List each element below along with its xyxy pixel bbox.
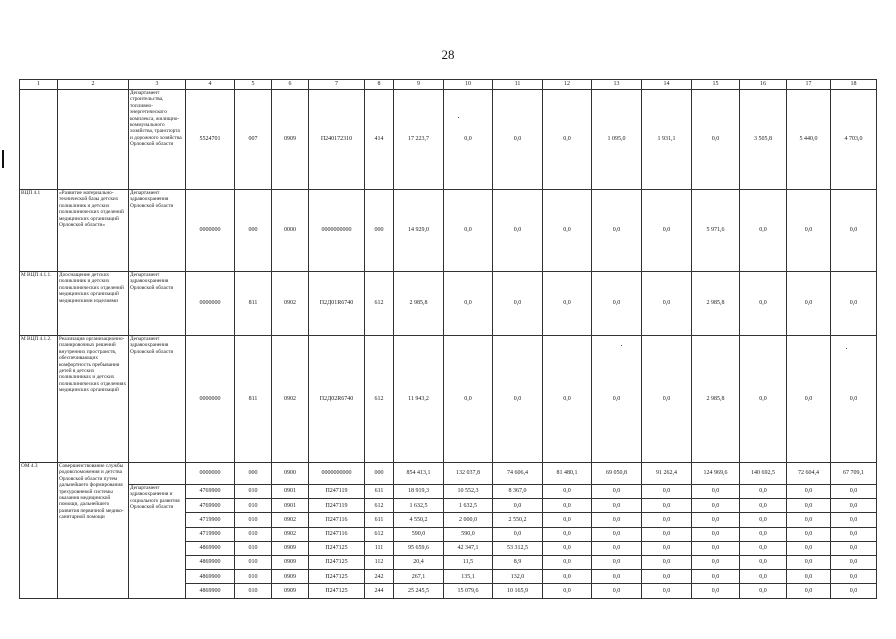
value-cell: 0,0 (831, 570, 877, 584)
value-cell: 0,0 (740, 570, 787, 584)
value-cell: 95 659,6 (394, 541, 444, 555)
value-cell: 2 985,8 (692, 336, 740, 463)
value-cell: 0,0 (642, 190, 692, 272)
value-cell: 140 692,5 (740, 463, 787, 485)
value-cell: 0,0 (787, 513, 831, 527)
value-cell: 69 050,8 (592, 463, 642, 485)
value-cell: 4869900 (186, 584, 235, 598)
value-cell: 0,0 (740, 485, 787, 499)
value-cell: 000 (365, 190, 394, 272)
value-cell: 0,0 (493, 527, 543, 541)
row-executor-cell: Департамент строительства, топливно-энергетического комплекса, жилищно-коммунального хозяйства, транспорта и дорожного хозяйства Орловской области (129, 90, 186, 190)
value-cell: 612 (365, 272, 394, 336)
value-cell: 0909 (272, 555, 309, 569)
row-executor-cell: Департамент здравоохранения Орловской области (129, 272, 186, 336)
value-cell: 0,0 (831, 272, 877, 336)
value-cell: 4769900 (186, 485, 235, 499)
value-cell: 0,0 (740, 272, 787, 336)
binding-mark (2, 150, 4, 168)
value-cell: 0,0 (787, 485, 831, 499)
value-cell: 67 709,1 (831, 463, 877, 485)
column-header: 14 (642, 80, 692, 90)
value-cell: 0909 (272, 584, 309, 598)
value-cell: 0,0 (787, 555, 831, 569)
value-cell: 0,0 (740, 541, 787, 555)
value-cell: 007 (235, 90, 272, 190)
value-cell: 0902 (272, 336, 309, 463)
value-cell: П247125 (309, 570, 365, 584)
column-header: 7 (309, 80, 365, 90)
table-row (20, 463, 877, 485)
value-cell: 4719900 (186, 513, 235, 527)
value-cell: 0900 (272, 463, 309, 485)
value-cell: 0,0 (543, 570, 592, 584)
column-header: 11 (493, 80, 543, 90)
value-cell: 0,0 (831, 584, 877, 598)
row-title-cell (58, 90, 129, 190)
value-cell: 17 223,7 (394, 90, 444, 190)
table-row (20, 190, 877, 272)
value-cell: 0,0 (740, 499, 787, 513)
row-code-cell: ОМ 4.3 (20, 463, 58, 599)
value-cell: 242 (365, 570, 394, 584)
value-cell: 135,1 (444, 570, 493, 584)
value-cell: 0,0 (592, 513, 642, 527)
value-cell: П247125 (309, 555, 365, 569)
value-cell: 0,0 (831, 527, 877, 541)
column-header: 4 (186, 80, 235, 90)
value-cell: 0,0 (592, 527, 642, 541)
value-cell: 0,0 (543, 485, 592, 499)
value-cell: П247116 (309, 513, 365, 527)
column-header: 15 (692, 80, 740, 90)
value-cell: 0,0 (592, 485, 642, 499)
value-cell: 0,0 (787, 527, 831, 541)
value-cell: П2Д01R6740 (309, 272, 365, 336)
value-cell: 811 (235, 272, 272, 336)
value-cell: 0,0 (740, 513, 787, 527)
value-cell: 4 550,2 (394, 513, 444, 527)
value-cell: 0,0 (642, 485, 692, 499)
value-cell: 1 095,0 (592, 90, 642, 190)
value-cell: 72 604,4 (787, 463, 831, 485)
value-cell: 8,9 (493, 555, 543, 569)
value-cell: 611 (365, 485, 394, 499)
value-cell: 0902 (272, 513, 309, 527)
value-cell: 0,0 (692, 584, 740, 598)
value-cell: 4719900 (186, 527, 235, 541)
row-executor-cell: Департамент здравоохранения Орловской области (129, 190, 186, 272)
value-cell: П240172310 (309, 90, 365, 190)
value-cell: 000 (365, 463, 394, 485)
value-cell: 0902 (272, 527, 309, 541)
column-header: 9 (394, 80, 444, 90)
row-title-cell: Дооснащение детских поликлиник и детских поликлинических отделений медицинских организаций медицинскими изделиями (58, 272, 129, 336)
value-cell: 1 632,5 (444, 499, 493, 513)
column-header: 16 (740, 80, 787, 90)
value-cell: 0,0 (642, 570, 692, 584)
value-cell: 0,0 (692, 541, 740, 555)
value-cell: 0,0 (642, 513, 692, 527)
value-cell: 11,5 (444, 555, 493, 569)
value-cell: 0909 (272, 90, 309, 190)
row-title-cell: Реализация организационно-планировочных решений внутренних пространств, обеспечивающих комфортность пребывания детей в детских поликлиниках и детских поликлинических отделениях медицинских организаций (58, 336, 129, 463)
value-cell: 0,0 (543, 90, 592, 190)
column-header: 17 (787, 80, 831, 90)
value-cell: 010 (235, 555, 272, 569)
value-cell: 811 (235, 336, 272, 463)
value-cell: 0,0 (493, 90, 543, 190)
value-cell: 0,0 (592, 499, 642, 513)
value-cell: 111 (365, 541, 394, 555)
value-cell: 0,0 (787, 272, 831, 336)
value-cell: 0909 (272, 541, 309, 555)
value-cell: 590,0 (444, 527, 493, 541)
value-cell: 0,0 (642, 555, 692, 569)
value-cell: 0,0 (642, 541, 692, 555)
value-cell: 5524701 (186, 90, 235, 190)
value-cell: 0,0 (444, 90, 493, 190)
header-row (20, 80, 877, 90)
value-cell: 0,0 (444, 190, 493, 272)
value-cell: 8 367,0 (493, 485, 543, 499)
value-cell: 0,0 (493, 190, 543, 272)
value-cell: 0,0 (787, 541, 831, 555)
value-cell: 0,0 (831, 555, 877, 569)
value-cell: 0,0 (831, 190, 877, 272)
value-cell: 010 (235, 527, 272, 541)
value-cell: 74 606,4 (493, 463, 543, 485)
value-cell: 14 929,0 (394, 190, 444, 272)
value-cell: 4869900 (186, 570, 235, 584)
value-cell: П2Д02R6740 (309, 336, 365, 463)
value-cell: 0901 (272, 485, 309, 499)
table-row (20, 485, 877, 499)
value-cell: 0,0 (787, 336, 831, 463)
value-cell: 0,0 (543, 584, 592, 598)
value-cell: 414 (365, 90, 394, 190)
value-cell: 1 632,5 (394, 499, 444, 513)
value-cell: 0,0 (787, 190, 831, 272)
value-cell: 0000000000 (309, 463, 365, 485)
value-cell: 612 (365, 527, 394, 541)
value-cell: 0,0 (592, 272, 642, 336)
value-cell: 0,0 (543, 499, 592, 513)
value-cell: 0,0 (740, 190, 787, 272)
value-cell: 0,0 (543, 190, 592, 272)
value-cell: 0,0 (692, 527, 740, 541)
value-cell: 612 (365, 499, 394, 513)
value-cell: 0,0 (831, 485, 877, 499)
value-cell: П247125 (309, 584, 365, 598)
value-cell: 0,0 (692, 513, 740, 527)
value-cell: 0,0 (444, 272, 493, 336)
value-cell: 0,0 (692, 90, 740, 190)
column-header: 12 (543, 80, 592, 90)
value-cell: 18 919,3 (394, 485, 444, 499)
value-cell: 010 (235, 499, 272, 513)
table-row (20, 90, 877, 190)
value-cell: 0,0 (444, 336, 493, 463)
value-cell: 124 969,6 (692, 463, 740, 485)
row-title-cell: Совершенствование службы родовспоможения и детства Орловской области путем дальнейшего формирования трехуровневой системы оказания медицинской помощи, дальнейшего развития первичной медико-санитарной помощи (58, 463, 129, 599)
value-cell: 612 (365, 336, 394, 463)
value-cell: 25 245,5 (394, 584, 444, 598)
row-title-cell: «Развитие материально-технической базы детских поликлиник и детских поликлинических отделений медицинских организаций Орловской области» (58, 190, 129, 272)
value-cell: 0,0 (592, 190, 642, 272)
column-header: 1 (20, 80, 58, 90)
value-cell: 0,0 (543, 527, 592, 541)
value-cell: 10 165,9 (493, 584, 543, 598)
value-cell: 0,0 (831, 541, 877, 555)
value-cell: 0,0 (493, 499, 543, 513)
row-code-cell: М ВЦП 4.1.1. (20, 272, 58, 336)
column-header: 8 (365, 80, 394, 90)
value-cell: 42 347,1 (444, 541, 493, 555)
row-code-cell (20, 90, 58, 190)
value-cell: 53 312,5 (493, 541, 543, 555)
value-cell: 0,0 (787, 570, 831, 584)
value-cell: 4769900 (186, 499, 235, 513)
value-cell: 3 505,8 (740, 90, 787, 190)
column-header: 18 (831, 80, 877, 90)
value-cell: 1 931,1 (642, 90, 692, 190)
column-header: 13 (592, 80, 642, 90)
value-cell: 0,0 (642, 584, 692, 598)
value-cell: 0,0 (543, 541, 592, 555)
value-cell: П247119 (309, 485, 365, 499)
value-cell: 0,0 (692, 570, 740, 584)
value-cell: 0000 (272, 190, 309, 272)
value-cell: 0000000000 (309, 190, 365, 272)
empty-cell (129, 463, 186, 485)
value-cell: 20,4 (394, 555, 444, 569)
value-cell: 0000000 (186, 272, 235, 336)
value-cell: 010 (235, 584, 272, 598)
value-cell: 81 480,1 (543, 463, 592, 485)
value-cell: 0,0 (543, 555, 592, 569)
value-cell: 0901 (272, 499, 309, 513)
column-header: 5 (235, 80, 272, 90)
value-cell: 611 (365, 513, 394, 527)
value-cell: 0,0 (831, 336, 877, 463)
value-cell: 0,0 (642, 336, 692, 463)
value-cell: П247119 (309, 499, 365, 513)
value-cell: 0,0 (740, 527, 787, 541)
value-cell: 010 (235, 570, 272, 584)
column-header: 10 (444, 80, 493, 90)
value-cell: 0,0 (642, 499, 692, 513)
value-cell: 0,0 (543, 513, 592, 527)
budget-table (19, 79, 877, 599)
value-cell: 132 037,8 (444, 463, 493, 485)
value-cell: 4869900 (186, 555, 235, 569)
value-cell: 010 (235, 485, 272, 499)
value-cell: 0000000 (186, 190, 235, 272)
value-cell: 2 000,0 (444, 513, 493, 527)
value-cell: 10 552,3 (444, 485, 493, 499)
column-header: 6 (272, 80, 309, 90)
row-code-cell: М ВЦП 4.1.2. (20, 336, 58, 463)
value-cell: 0,0 (831, 513, 877, 527)
table-row (20, 336, 877, 463)
value-cell: 0,0 (592, 555, 642, 569)
value-cell: 5 971,6 (692, 190, 740, 272)
value-cell: 0,0 (740, 555, 787, 569)
value-cell: 0,0 (740, 584, 787, 598)
page-number: 28 (441, 47, 455, 62)
value-cell: П247125 (309, 541, 365, 555)
value-cell: 0,0 (493, 272, 543, 336)
value-cell: 0,0 (592, 541, 642, 555)
value-cell: 132,0 (493, 570, 543, 584)
value-cell: 000 (235, 463, 272, 485)
value-cell: 5 440,0 (787, 90, 831, 190)
value-cell: 4869900 (186, 541, 235, 555)
value-cell: 0909 (272, 570, 309, 584)
value-cell: 0,0 (787, 499, 831, 513)
value-cell: 010 (235, 541, 272, 555)
value-cell: 0,0 (787, 584, 831, 598)
row-code-cell: ВЦП 4.1 (20, 190, 58, 272)
value-cell: 000 (235, 190, 272, 272)
column-header: 2 (58, 80, 129, 90)
value-cell: 0,0 (543, 336, 592, 463)
value-cell: 15 079,6 (444, 584, 493, 598)
value-cell: 2 550,2 (493, 513, 543, 527)
value-cell: 11 943,2 (394, 336, 444, 463)
row-executor-cell: Департамент здравоохранения и социального развития Орловской области (129, 485, 186, 599)
value-cell: 0,0 (692, 555, 740, 569)
value-cell: 854 413,1 (394, 463, 444, 485)
row-executor-cell: Департамент здравоохранения Орловской области (129, 336, 186, 463)
value-cell: 0,0 (692, 485, 740, 499)
column-header: 3 (129, 80, 186, 90)
value-cell: П247116 (309, 527, 365, 541)
value-cell: 112 (365, 555, 394, 569)
value-cell: 0,0 (642, 272, 692, 336)
value-cell: 010 (235, 513, 272, 527)
value-cell: 4 703,0 (831, 90, 877, 190)
value-cell: 0000000 (186, 336, 235, 463)
value-cell: 2 985,8 (394, 272, 444, 336)
value-cell: 590,0 (394, 527, 444, 541)
table-row (20, 272, 877, 336)
value-cell: 0000000 (186, 463, 235, 485)
value-cell: 91 262,4 (642, 463, 692, 485)
value-cell: 2 985,8 (692, 272, 740, 336)
value-cell: 0902 (272, 272, 309, 336)
value-cell: 0,0 (592, 336, 642, 463)
value-cell: 0,0 (592, 584, 642, 598)
value-cell: 0,0 (592, 570, 642, 584)
value-cell: 0,0 (642, 527, 692, 541)
value-cell: 0,0 (543, 272, 592, 336)
value-cell: 267,1 (394, 570, 444, 584)
value-cell: 0,0 (740, 336, 787, 463)
value-cell: 0,0 (831, 499, 877, 513)
value-cell: 244 (365, 584, 394, 598)
value-cell: 0,0 (493, 336, 543, 463)
value-cell: 0,0 (692, 499, 740, 513)
